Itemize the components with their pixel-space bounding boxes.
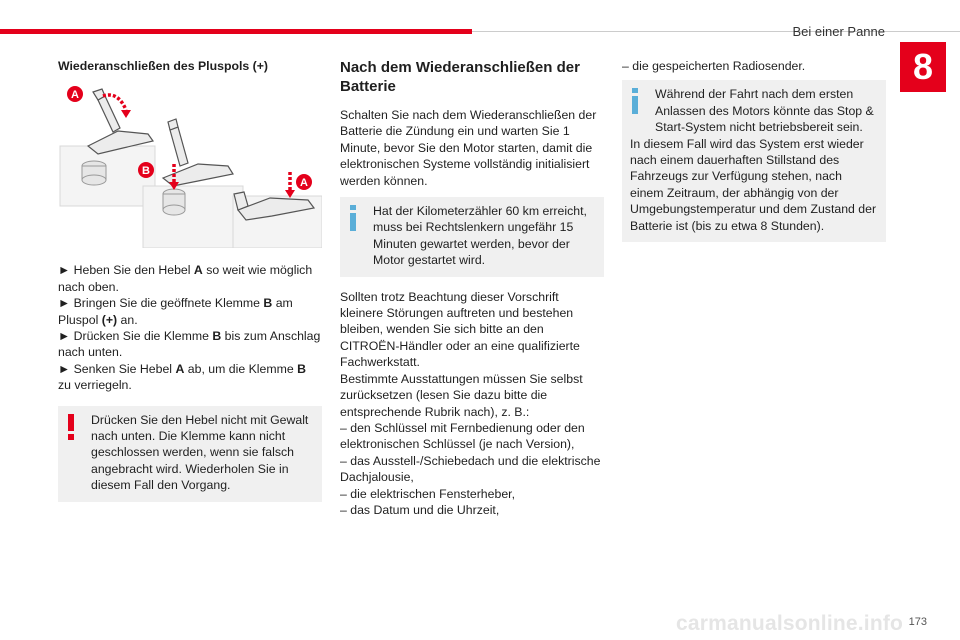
- figure-label-b: [138, 162, 154, 178]
- list-item: – das Datum und die Uhrzeit,: [340, 502, 500, 517]
- watermark: carmanualsonline.info: [676, 612, 904, 635]
- paragraph-reset: Bestimmte Ausstattungen müssen Sie selbst zurücksetzen (lesen Sie dazu bitte die entsprechende Rubrik nach), z. B.:: [340, 371, 583, 419]
- column-middle: [340, 58, 604, 518]
- header-rule: [472, 31, 960, 32]
- steps-list: [58, 262, 322, 393]
- info-stop-start-text-2: In diesem Fall wird das System erst wieder nach einem dauerhaften Stillstand des Fahrzeugs zur Verfügung stehen, nach einem Zeitraum, der abhängig von der Umgebungstemperatur und dem Zustand der Batterie ist (bis zu etwa 8 Stunden).: [630, 136, 877, 233]
- info-box-stop-start: [622, 80, 886, 242]
- step-1: ► Heben Sie den Hebel A so weit wie möglich nach oben.: [58, 263, 313, 294]
- info-box-km: [340, 197, 604, 277]
- warning-box: [58, 406, 322, 502]
- info-icon: [630, 88, 640, 118]
- header-accent-bar: [0, 29, 472, 34]
- svg-text:A: A: [300, 177, 308, 190]
- column-left: [58, 58, 322, 514]
- heading-after-reconnect: Nach dem Wiederanschließen der Batterie: [340, 59, 580, 95]
- subheading-positive-reconnect: Wiederanschließen des Pluspols (+): [58, 59, 269, 73]
- step-2: ► Bringen Sie die geöffnete Klemme B am Pluspol (+) an.: [58, 296, 293, 327]
- list-item: – das Ausstell-/Schiebedach und die elektrische Dachjalousie,: [340, 453, 601, 485]
- step-3: ► Drücken Sie die Klemme B bis zum Anschlag nach unten.: [58, 329, 321, 360]
- svg-text:B: B: [142, 165, 150, 178]
- figure-label-a-right: [296, 174, 312, 190]
- list-item: – die elektrischen Fensterheber,: [340, 486, 515, 501]
- paragraph-ignition: Schalten Sie nach dem Wiederanschließen der Batterie die Zündung ein und warten Sie 1 Minute, bevor Sie den Motor starten, damit die elektronischen Systeme vollständig initialisiert werden können.: [340, 108, 597, 188]
- battery-clamp-illustration: [58, 86, 322, 248]
- column-right: [622, 58, 886, 254]
- svg-text:A: A: [71, 89, 79, 102]
- figure-label-a-top: [67, 86, 83, 102]
- list-item: – die gespeicherten Radiosender.: [622, 59, 806, 73]
- warning-exclamation-icon: [66, 414, 76, 444]
- warning-text: Drücken Sie den Hebel nicht mit Gewalt nach unten. Die Klemme kann nicht geschlossen werden, wenn sie falsch angebracht wird. Wiederholen Sie in diesem Fall den Vorgang.: [91, 412, 309, 493]
- list-item: – den Schlüssel mit Fernbedienung oder den elektronischen Schlüssel (je nach Version),: [340, 420, 585, 452]
- section-title: Bei einer Panne: [792, 24, 885, 39]
- reset-list: [340, 420, 604, 518]
- step-4: ► Senken Sie Hebel A ab, um die Klemme B zu verriegeln.: [58, 361, 307, 393]
- page-number: 173: [908, 616, 927, 628]
- info-km-text: Hat der Kilometerzähler 60 km erreicht, muss bei Rechtslenkern ungefähr 15 Minuten gewartet werden, bevor der Motor gestartet wird.: [373, 204, 587, 268]
- info-stop-start-text: Während der Fahrt nach dem ersten Anlassen des Motors könnte das Stop & Start-System nicht betriebsbereit sein.: [655, 87, 874, 135]
- paragraph-faults: Sollten trotz Beachtung dieser Vorschrift kleinere Störungen auftreten und bestehen bleiben, wenden Sie sich bitte an den CITROËN-Händler oder an eine qualifizierte Fachwerkstatt.: [340, 289, 580, 370]
- chapter-number-tab: 8: [900, 42, 946, 92]
- info-icon: [348, 205, 358, 235]
